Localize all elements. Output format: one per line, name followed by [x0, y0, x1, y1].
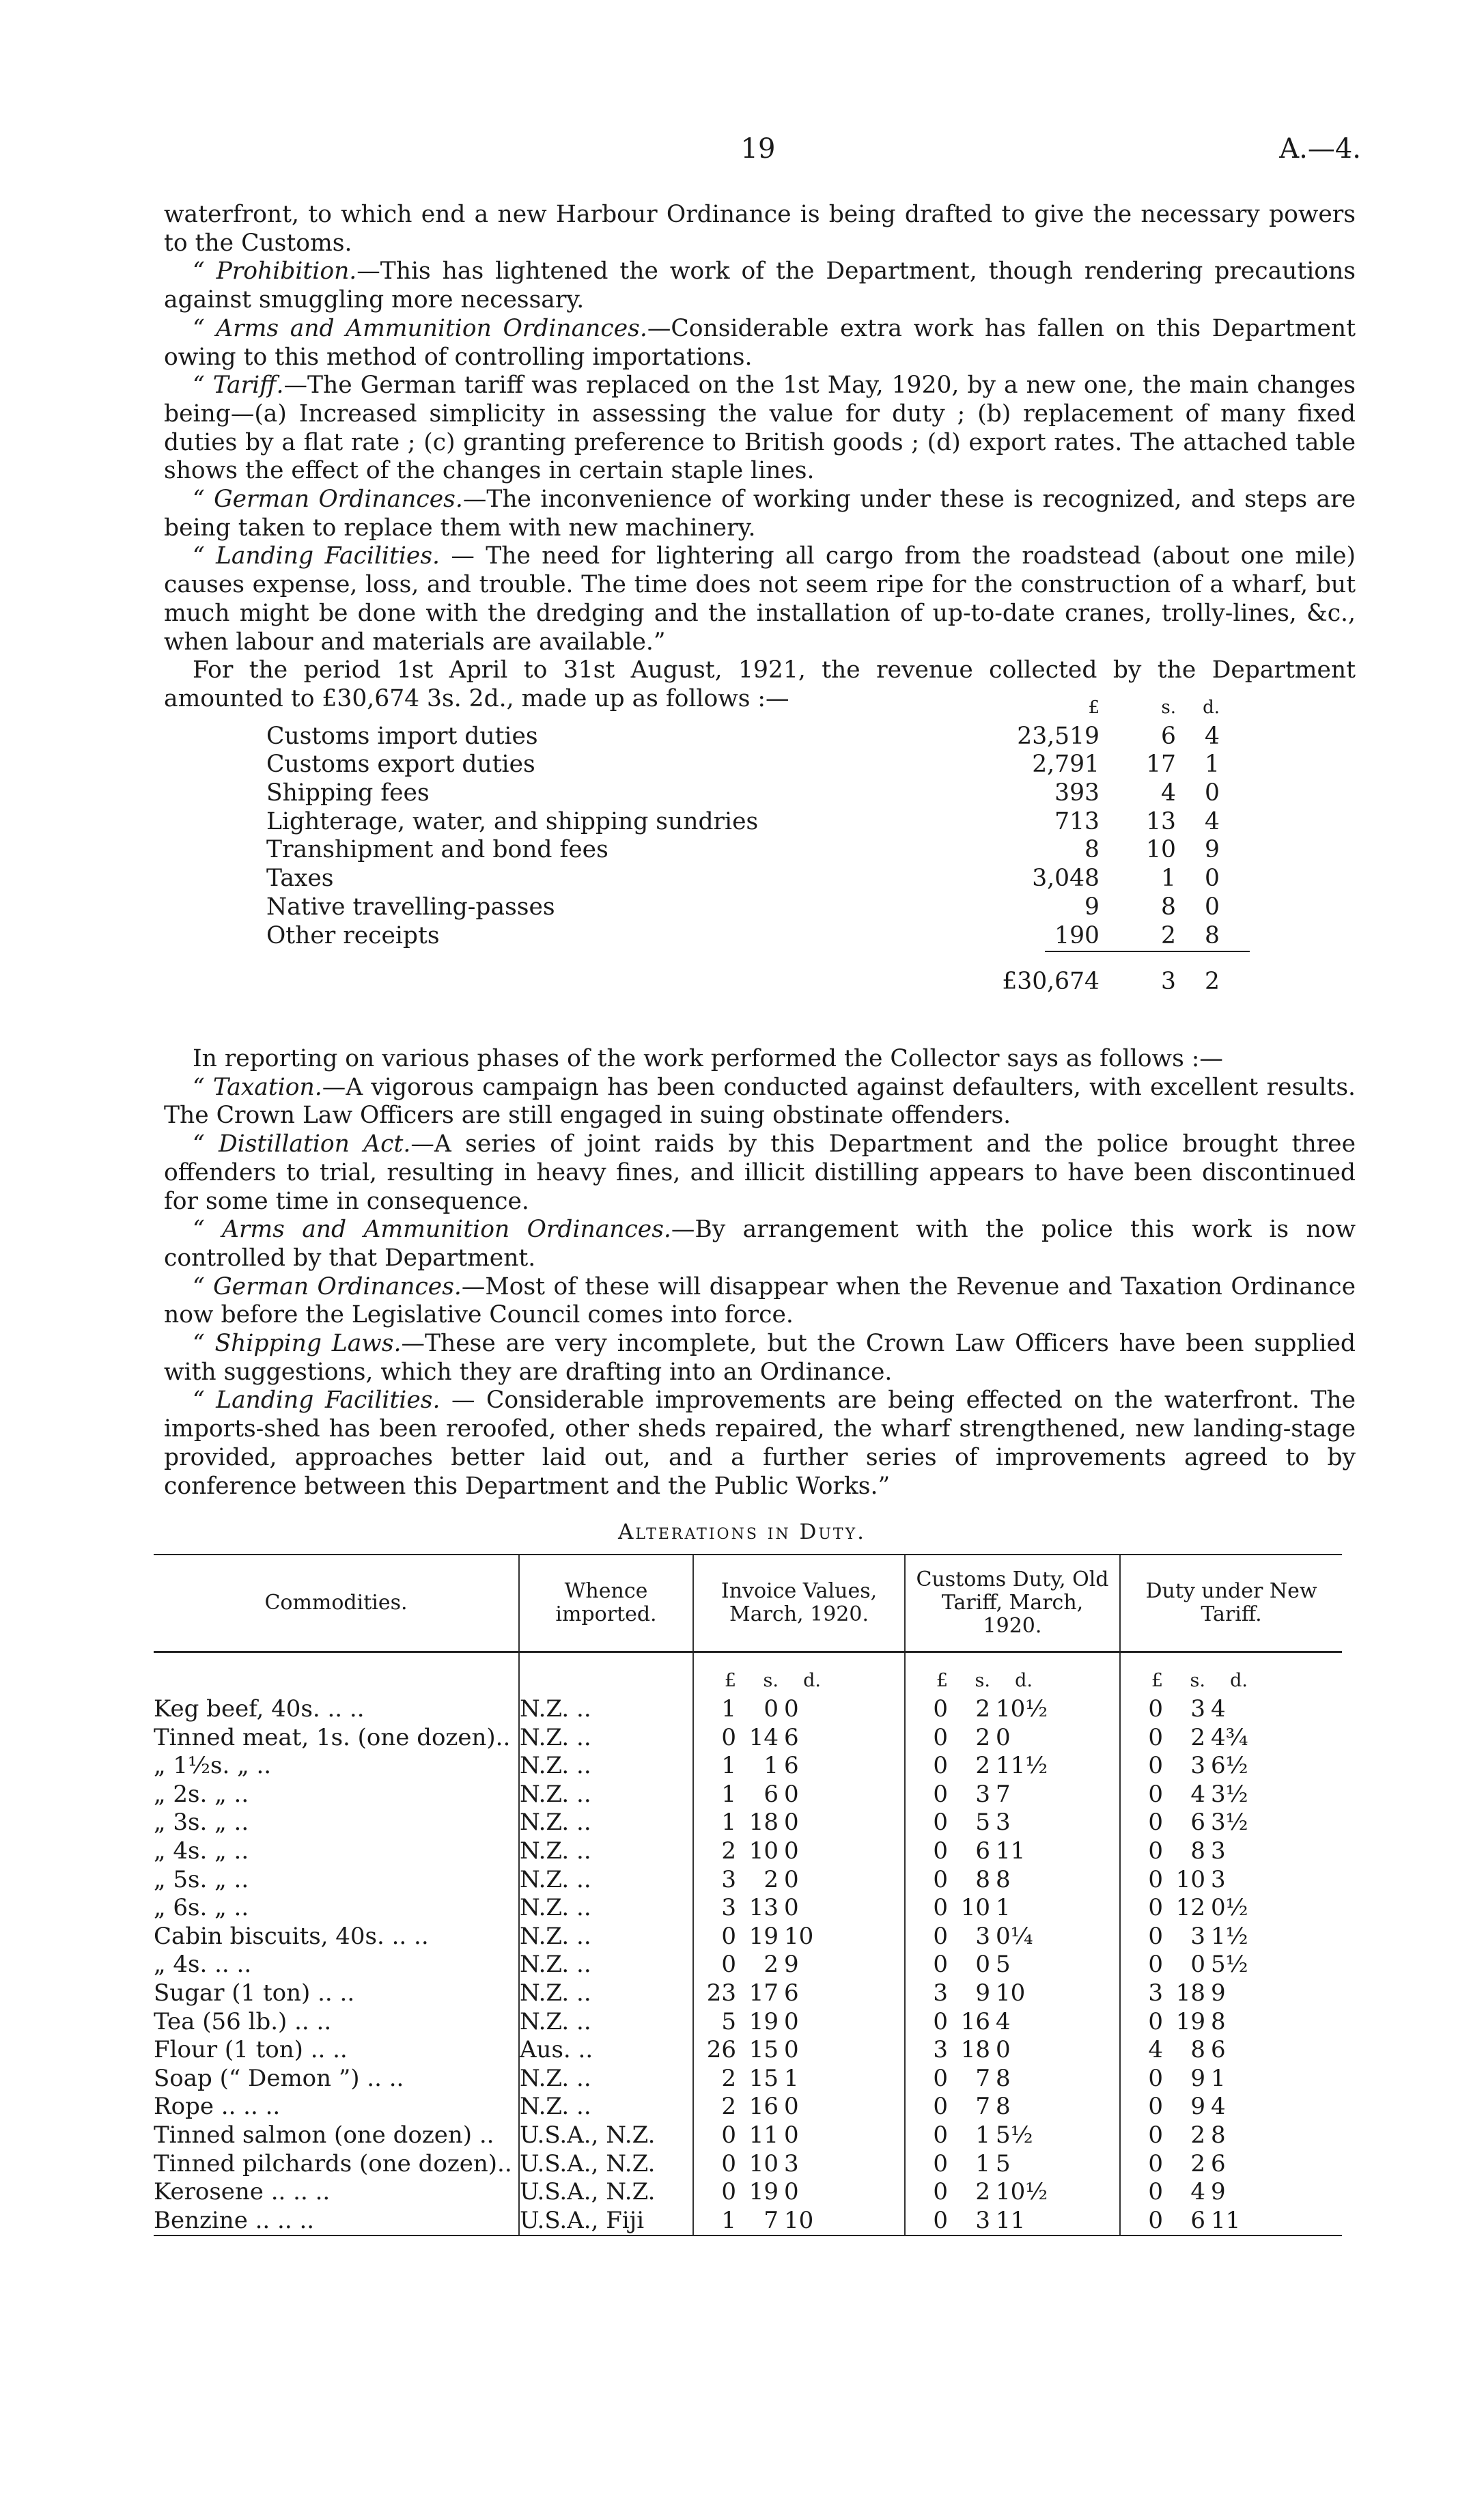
whence-cell: N.Z. ..	[519, 1923, 693, 1951]
paragraph	[164, 201, 1356, 257]
revenue-row	[266, 779, 1250, 808]
paragraph-lead: “ Landing Facilities.	[193, 1387, 440, 1415]
invoice-cell: 2 16 0	[693, 2093, 905, 2121]
unit-pence: d.	[1203, 697, 1220, 718]
paragraph	[164, 257, 1356, 314]
table-row	[154, 2008, 1342, 2037]
revenue-label: Customs import duties	[266, 722, 538, 750]
revenue-shillings: 1	[1161, 865, 1176, 893]
invoice-cell: 0 2 9	[693, 1951, 905, 1979]
commodity-cell: Tinned pilchards (one dozen)..	[154, 2149, 512, 2177]
whence-cell: N.Z. ..	[519, 1752, 693, 1781]
revenue-row	[266, 836, 1250, 865]
paragraph-lead: “ Distillation Act.	[193, 1130, 411, 1158]
whence-cell: N.Z. ..	[519, 1866, 693, 1895]
revenue-pounds: 23,519	[1017, 722, 1100, 750]
paragraph-lead: “ Landing Facilities.	[193, 542, 440, 570]
revenue-row	[266, 751, 1250, 779]
revenue-pounds: 2,791	[1032, 751, 1100, 779]
total-rule	[1045, 951, 1250, 952]
old-tariff-cell: 0 16 4	[905, 2008, 1120, 2037]
invoice-cell: 0 10 3	[693, 2150, 905, 2179]
revenue-pounds: 9	[1084, 893, 1100, 921]
paragraph-lead: “ Tariff.	[193, 372, 284, 400]
revenue-label: Taxes	[266, 865, 334, 893]
revenue-label: Native travelling-passes	[266, 893, 555, 921]
commodity-cell: Keg beef, 40s. .. ..	[154, 1695, 365, 1723]
old-tariff-cell: 0 2 10½	[905, 1695, 1120, 1724]
revenue-unit-headers	[266, 694, 1250, 723]
commodity-cell: „ 5s. „ ..	[154, 1865, 249, 1893]
paragraph	[164, 1330, 1356, 1387]
paragraph-lead: “ Shipping Laws.	[193, 1330, 402, 1358]
paragraph-text: In reporting on various phases of the work performed the Collector says as follows :—	[193, 1045, 1223, 1072]
paragraph	[164, 315, 1356, 372]
whence-cell: N.Z. ..	[519, 1809, 693, 1837]
paragraph-text: —A vigorous campaign has been conducted against defaulters, with excellent results. The Crown Law Officers are still engaged in suing obstinate offenders.	[164, 1073, 1356, 1130]
invoice-cell: 1 0 0	[693, 1695, 905, 1724]
header-old-tariff: Customs Duty, Old Tariff, March, 1920.	[905, 1555, 1120, 1652]
unit-pounds: £	[1088, 697, 1100, 718]
table-row	[154, 1866, 1342, 1895]
old-tariff-cell: 0 8 8	[905, 1866, 1120, 1895]
old-tariff-cell: 0 3 11	[905, 2207, 1120, 2236]
paragraph-text: —This has lightened the work of the Department, though rendering precautions against smuggling more necessary.	[164, 257, 1356, 314]
commodity-cell: „ 4s. .. ..	[154, 1951, 252, 1979]
old-tariff-cell: 0 1 5½	[905, 2121, 1120, 2150]
page-number: 19	[740, 133, 776, 165]
new-tariff-cell: 0 2 4¾	[1120, 1724, 1342, 1753]
paragraph	[164, 1130, 1356, 1216]
whence-cell: N.Z. ..	[519, 1951, 693, 1979]
paragraph-text: —The German tariff was replaced on the 1st May, 1920, by a new one, the main changes being—(a) Increased simplicity in assessing the value for duty ; (b) replacement of many fixed duties by a flat rate ; (c) granting preference to British goods ; (d) export rates. The attached table shows the effect of the changes in certain staple lines.	[164, 372, 1356, 485]
paragraph-lead: “ German Ordinances.	[193, 1272, 462, 1300]
whence-cell: N.Z. ..	[519, 2065, 693, 2093]
table-row	[154, 1695, 1342, 1724]
total-pence: 2	[1205, 968, 1220, 996]
table-row	[154, 1951, 1342, 1979]
revenue-shillings: 17	[1146, 751, 1176, 779]
table-row	[154, 2093, 1342, 2121]
paragraph-lead: “ Arms and Ammunition Ordinances.	[193, 314, 647, 342]
revenue-row	[266, 723, 1250, 751]
old-tariff-cell: 3 18 0	[905, 2036, 1120, 2065]
invoice-cell: 1 6 0	[693, 1781, 905, 1809]
table-row	[154, 2065, 1342, 2093]
paragraph-text: —These are very incomplete, but the Crown Law Officers have been supplied with suggestions, which they are drafting into an Ordinance.	[164, 1330, 1356, 1386]
old-tariff-cell: 0 6 11	[905, 1837, 1120, 1866]
table-row	[154, 2150, 1342, 2179]
revenue-label: Shipping fees	[266, 779, 430, 807]
revenue-pence: 4	[1205, 722, 1220, 750]
revenue-row	[266, 808, 1250, 837]
old-tariff-cell: 0 3 0¼	[905, 1923, 1120, 1951]
revenue-shillings: 2	[1161, 921, 1176, 949]
table-row	[154, 1809, 1342, 1837]
new-tariff-cell: 0 2 6	[1120, 2150, 1342, 2179]
header-whence: Whence imported.	[519, 1555, 693, 1652]
paragraph-text: waterfront, to which end a new Harbour Ordinance is being drafted to give the necessary powers to the Customs.	[164, 201, 1356, 257]
revenue-label: Customs export duties	[266, 751, 535, 779]
paragraph	[164, 1045, 1356, 1074]
revenue-pounds: 8	[1084, 836, 1100, 864]
commodity-cell: Cabin biscuits, 40s. .. ..	[154, 1922, 429, 1950]
paragraph-text: — The need for lightering all cargo from the roadstead (about one mile) causes expense, loss, and trouble. The time does not seem ripe for the construction of a wharf, but much might be done with the dredging and the installation of up-to-date cranes, trolly-lines, &c., when labour and materials are available.”	[164, 542, 1356, 656]
whence-cell: N.Z. ..	[519, 1894, 693, 1923]
new-tariff-cell: 0 19 8	[1120, 2008, 1342, 2037]
revenue-pence: 4	[1205, 807, 1220, 835]
revenue-shillings: 8	[1161, 893, 1176, 921]
commodity-cell: Sugar (1 ton) .. ..	[154, 1979, 355, 2007]
revenue-label: Transhipment and bond fees	[266, 836, 608, 864]
old-tariff-cell: 0 2 11½	[905, 1752, 1120, 1781]
paragraph	[164, 1273, 1356, 1330]
table-row	[154, 2036, 1342, 2065]
whence-cell: N.Z. ..	[519, 1695, 693, 1724]
revenue-row	[266, 865, 1250, 893]
revenue-pounds: 393	[1054, 779, 1100, 807]
page-header	[0, 133, 1484, 174]
paragraph	[164, 1216, 1356, 1272]
paragraph-lead: “ Arms and Ammunition Ordinances.	[193, 1216, 671, 1244]
revenue-pence: 9	[1205, 836, 1220, 864]
document-reference: A.—4.	[1279, 133, 1361, 165]
invoice-cell: 3 2 0	[693, 1866, 905, 1895]
new-tariff-cell: 0 9 4	[1120, 2093, 1342, 2121]
whence-cell: U.S.A., N.Z.	[519, 2178, 693, 2207]
revenue-pence: 0	[1205, 865, 1220, 893]
revenue-pounds: 713	[1054, 807, 1100, 835]
header-invoice: Invoice Values, March, 1920.	[693, 1555, 905, 1652]
invoice-cell: 0 19 0	[693, 2178, 905, 2207]
commodity-cell: Tea (56 lb.) .. ..	[154, 2007, 332, 2035]
table-row	[154, 1781, 1342, 1809]
invoice-cell: 0 11 0	[693, 2121, 905, 2150]
paragraph	[164, 486, 1356, 542]
table-title: Alterations in Duty.	[617, 1520, 866, 1544]
old-tariff-cell: 0 3 7	[905, 1781, 1120, 1809]
header-commodities: Commodities.	[154, 1555, 519, 1652]
table-row	[154, 2121, 1342, 2150]
paragraph	[164, 1387, 1356, 1501]
new-tariff-cell: 0 10 3	[1120, 1866, 1342, 1895]
revenue-row	[266, 893, 1250, 922]
invoice-cell: 2 15 1	[693, 2065, 905, 2093]
whence-cell: U.S.A., N.Z.	[519, 2150, 693, 2179]
table-row	[154, 1894, 1342, 1923]
commodity-cell: Tinned meat, 1s. (one dozen)..	[154, 1723, 511, 1751]
commodity-cell: Kerosene .. .. ..	[154, 2178, 331, 2206]
paragraph-text: — Considerable improvements are being effected on the waterfront. The imports-shed has been reroofed, other sheds repaired, the wharf strengthened, new landing-stage provided, approaches better laid out, and a further series of improvements agreed to by conference between this Department and the Public Works.”	[164, 1387, 1356, 1500]
new-tariff-cell: 0 3 6½	[1120, 1752, 1342, 1781]
revenue-pounds: 190	[1054, 921, 1100, 949]
commodity-cell: „ 2s. „ ..	[154, 1780, 249, 1808]
whence-cell: U.S.A., N.Z.	[519, 2121, 693, 2150]
old-tariff-cell: 0 2 10½	[905, 2178, 1120, 2207]
revenue-pence: 0	[1205, 893, 1220, 921]
whence-cell: N.Z. ..	[519, 2008, 693, 2037]
new-tariff-cell: 0 8 3	[1120, 1837, 1342, 1866]
new-tariff-cell: 0 0 5½	[1120, 1951, 1342, 1979]
whence-cell: N.Z. ..	[519, 1979, 693, 2008]
revenue-label: Other receipts	[266, 921, 440, 949]
revenue-pence: 0	[1205, 779, 1220, 807]
old-tariff-cell: 0 5 3	[905, 1809, 1120, 1837]
new-tariff-cell: 0 6 11	[1120, 2207, 1342, 2236]
table-row	[154, 1724, 1342, 1753]
paragraph-lead: “ Taxation.	[193, 1073, 322, 1101]
invoice-cell: 2 10 0	[693, 1837, 905, 1866]
paragraph-text: —By arrangement with the police this work is now controlled by that Department.	[164, 1216, 1356, 1272]
invoice-cell: 5 19 0	[693, 2008, 905, 2037]
old-tariff-cell: 3 9 10	[905, 1979, 1120, 2008]
revenue-shillings: 4	[1161, 779, 1176, 807]
revenue-shillings: 6	[1161, 722, 1176, 750]
invoice-cell: 0 14 6	[693, 1724, 905, 1753]
invoice-cell: 0 19 10	[693, 1923, 905, 1951]
revenue-shillings: 10	[1146, 836, 1176, 864]
paragraph-text: For the period 1st April to 31st August, 1921, the revenue collected by the Department amounted to £30,674 3s. 2d., made up as follows :—	[164, 656, 1356, 712]
paragraph-lead: “ Prohibition.	[193, 257, 357, 285]
new-tariff-cell: 0 3 4	[1120, 1695, 1342, 1724]
total-shillings: 3	[1161, 968, 1176, 996]
commodity-cell: Benzine .. .. ..	[154, 2207, 519, 2236]
revenue-total	[266, 968, 1250, 997]
new-tariff-cell: 0 4 9	[1120, 2178, 1342, 2207]
paragraph	[164, 542, 1356, 656]
invoice-cell: 1 1 6	[693, 1752, 905, 1781]
commodity-cell: „ 4s. „ ..	[154, 1837, 249, 1865]
new-tariff-cell: 0 2 8	[1120, 2121, 1342, 2150]
table-row	[154, 1979, 1342, 2008]
invoice-cell: 26 15 0	[693, 2036, 905, 2065]
header-new-tariff: Duty under New Tariff.	[1120, 1555, 1342, 1652]
old-tariff-cell: 0 0 5	[905, 1951, 1120, 1979]
body-text-bottom	[164, 1045, 1356, 1501]
whence-cell: U.S.A., Fiji	[519, 2207, 693, 2236]
old-tariff-cell: 0 7 8	[905, 2065, 1120, 2093]
paragraph	[164, 372, 1356, 486]
revenue-shillings: 13	[1146, 807, 1176, 835]
whence-cell: N.Z. ..	[519, 1724, 693, 1753]
table-row	[154, 2207, 1342, 2236]
new-tariff-cell: 3 18 9	[1120, 1979, 1342, 2008]
old-tariff-cell: 0 2 0	[905, 1724, 1120, 1753]
invoice-cell: 1 7 10	[693, 2207, 905, 2236]
revenue-pence: 8	[1205, 921, 1220, 949]
new-tariff-cell: 0 12 0½	[1120, 1894, 1342, 1923]
commodity-cell: „ 1½s. „ ..	[154, 1752, 272, 1780]
commodity-cell: Tinned salmon (one dozen) ..	[154, 2121, 494, 2149]
paragraph	[164, 1074, 1356, 1130]
revenue-row	[266, 922, 1250, 951]
table-row	[154, 1752, 1342, 1781]
paragraph-text: —A series of joint raids by this Department and the police brought three offenders to trial, resulting in heavy fines, and illicit distilling appears to have been discontinued for some time in consequence.	[164, 1130, 1356, 1215]
invoice-cell: 23 17 6	[693, 1979, 905, 2008]
new-tariff-cell: 0 4 3½	[1120, 1781, 1342, 1809]
commodity-cell: „ 3s. „ ..	[154, 1809, 249, 1837]
duty-table	[154, 1554, 1342, 2236]
new-tariff-cell: 0 6 3½	[1120, 1809, 1342, 1837]
revenue-label: Lighterage, water, and shipping sundries	[266, 807, 759, 835]
table-header-row	[154, 1555, 1342, 1652]
table-row	[154, 2178, 1342, 2207]
old-tariff-cell: 0 1 5	[905, 2150, 1120, 2179]
commodity-cell: „ 6s. „ ..	[154, 1894, 249, 1922]
body-text-top	[164, 201, 1356, 714]
total-pounds: £30,674	[1002, 968, 1100, 996]
old-tariff-cell: 0 7 8	[905, 2093, 1120, 2121]
table-units-row: £ s. d. £ s. d. £ s. d.	[154, 1652, 1342, 1696]
whence-cell: N.Z. ..	[519, 1837, 693, 1866]
commodity-cell: Soap (“ Demon ”) .. ..	[154, 2064, 404, 2092]
new-tariff-cell: 0 9 1	[1120, 2065, 1342, 2093]
commodity-cell: Rope .. .. ..	[154, 2093, 281, 2121]
new-tariff-cell: 4 8 6	[1120, 2036, 1342, 2065]
revenue-pounds: 3,048	[1032, 865, 1100, 893]
paragraph-lead: “ German Ordinances.	[193, 486, 463, 514]
invoice-cell: 1 18 0	[693, 1809, 905, 1837]
revenue-pence: 1	[1205, 751, 1220, 779]
invoice-cell: 3 13 0	[693, 1894, 905, 1923]
paragraph-text: —Most of these will disappear when the Revenue and Taxation Ordinance now before the Legislative Council comes into force.	[164, 1272, 1356, 1329]
commodity-cell: Flour (1 ton) .. ..	[154, 2036, 348, 2064]
whence-cell: Aus. ..	[519, 2036, 693, 2065]
whence-cell: N.Z. ..	[519, 1781, 693, 1809]
unit-shillings: s.	[1161, 697, 1176, 718]
table-row	[154, 1923, 1342, 1951]
whence-cell: N.Z. ..	[519, 2093, 693, 2121]
table-row	[154, 1837, 1342, 1866]
old-tariff-cell: 0 10 1	[905, 1894, 1120, 1923]
new-tariff-cell: 0 3 1½	[1120, 1923, 1342, 1951]
paragraph-text: —Considerable extra work has fallen on this Department owing to this method of controlling importations.	[164, 314, 1356, 371]
paragraph-text: —The inconvenience of working under these is recognized, and steps are being taken to replace them with new machinery.	[164, 486, 1356, 542]
